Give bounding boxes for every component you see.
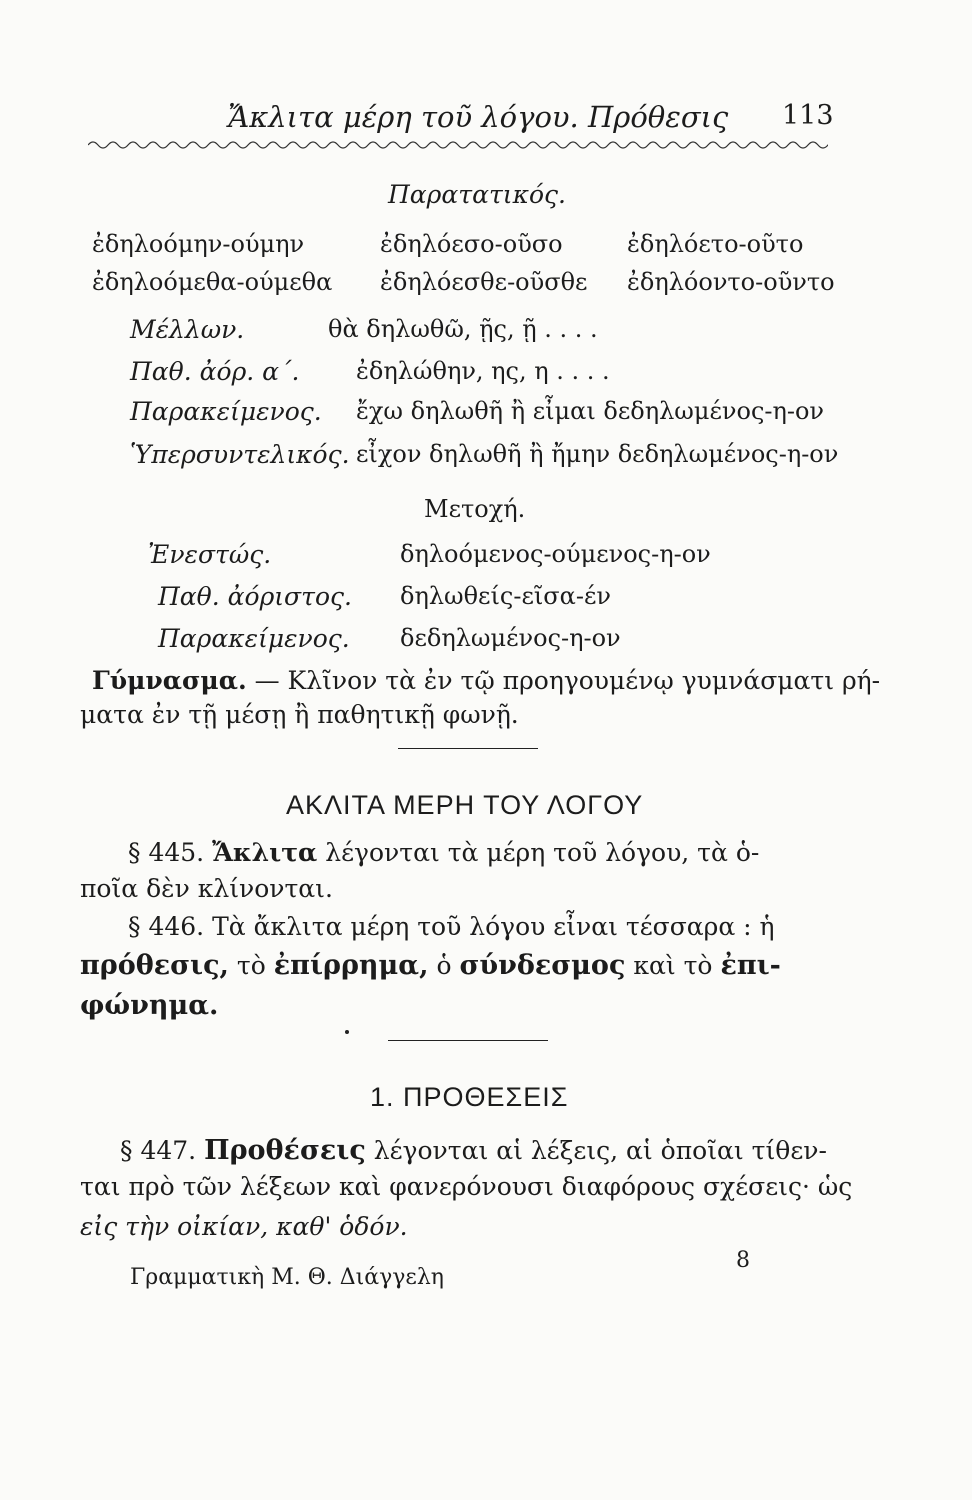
participle-forms: δεδηλωμένος-η-ον [400, 624, 621, 652]
paragraph-text: ποῖα δὲν κλίνονται. [80, 874, 333, 903]
paragraph-text: ται πρὸ τῶν λέξεων καὶ φανερόνουσι διαφόρους σχέσεις· ὡς [80, 1172, 853, 1201]
imperfect-cell: ἐδηλοόμεθα-ούμεθα [92, 268, 333, 296]
paragraph-number: § 445. [128, 838, 205, 867]
paragraph-text: λέγονται αἱ λέξεις, αἱ ὁποῖαι τίθεν- [373, 1136, 827, 1165]
stray-dot [345, 1030, 349, 1034]
exercise-line: ματα ἐν τῇ μέσῃ ἢ παθητικῇ φωνῇ. [80, 700, 519, 729]
paragraph-text: ὁ [436, 951, 452, 980]
paragraph-446 [128, 912, 775, 941]
participle-forms: δηλωθείς-εῖσα-έν [400, 582, 612, 610]
paragraph-text: Τὰ ἄκλιτα μέρη τοῦ λόγου εἶναι τέσσαρα : ἡ [212, 912, 775, 941]
subheading: 1. ΠΡΟΘΕΣΕΙΣ [370, 1082, 569, 1112]
tense-forms: εἶχον δηλωθῆ ἢ ἤμην δεδηλωμένος-η-ον [356, 440, 839, 468]
tense-label: Ὑπερσυντελικός. [130, 440, 350, 469]
imperfect-cell: ἐδηλόεσο-οῦσο [380, 230, 563, 258]
tense-label: Μέλλων. [130, 315, 245, 344]
imperfect-cell: ἐδηλόοντο-οῦντο [627, 268, 835, 296]
paragraph-text: καὶ τὸ [633, 951, 713, 980]
paragraph-text: λέγονται τὰ μέρη τοῦ λόγου, τὰ ὁ- [325, 838, 760, 867]
wavy-rule [88, 138, 828, 152]
paragraph-number: § 447. [120, 1136, 197, 1165]
footer-signature: Γραμματικὴ Μ. Θ. Διάγγελη [130, 1265, 444, 1290]
exercise-line [92, 666, 880, 695]
example-text: εἰς τὴν οἰκίαν, καθ' ὁδόν. [80, 1212, 408, 1241]
term: Ἄκλιτα [212, 838, 318, 867]
tense-forms: θὰ δηλωθῶ, ῇς, ῇ . . . . [328, 315, 598, 343]
imperfect-cell: ἐδηλοόμην-ούμην [92, 230, 305, 258]
term: σύνδεσμος [459, 950, 626, 981]
paragraph-text: τὸ [236, 951, 266, 980]
exercise-text: — Κλῖνον τὰ ἐν τῷ προηγουμένῳ γυμνάσματι ρή- [254, 666, 881, 695]
tense-label: Παθ. ἀόρ. α΄. [130, 357, 300, 386]
sheet-number: 8 [736, 1248, 750, 1273]
participle-label: Ἐνεστώς. [148, 540, 272, 569]
participle-label: Παθ. ἀόριστος. [158, 582, 352, 611]
running-title: Ἄκλιτα μέρη τοῦ λόγου. Πρόθεσις [228, 100, 729, 134]
page-number: 113 [782, 100, 834, 131]
tense-label: Παρακείμενος. [130, 397, 322, 426]
paragraph-447 [120, 1135, 827, 1166]
term: φώνημα. [80, 990, 219, 1021]
imperfect-heading: Παρατατικός. [388, 180, 567, 209]
term: Προθέσεις [204, 1135, 366, 1166]
paragraph-text-line [80, 950, 781, 981]
term: πρόθεσις, [80, 950, 229, 981]
paragraph-number: § 446. [128, 912, 205, 941]
paragraph-445 [128, 838, 759, 867]
divider [388, 1040, 548, 1041]
term: ἐπίρρημα, [273, 950, 429, 981]
tense-forms: ἔχω δηλωθῆ ἢ εἶμαι δεδηλωμένος-η-ον [356, 397, 825, 425]
imperfect-cell: ἐδηλόετο-οῦτο [627, 230, 804, 258]
divider [398, 748, 538, 749]
imperfect-cell: ἐδηλόεσθε-οῦσθε [380, 268, 588, 296]
section-heading: ΑΚΛΙΤΑ ΜΕΡΗ ΤΟΥ ΛΟΓΟΥ [286, 790, 644, 820]
tense-forms: ἐδηλώθην, ης, η . . . . [356, 357, 610, 385]
exercise-label: Γύμνασμα. [92, 666, 247, 695]
participle-heading: Μετοχή. [424, 495, 526, 523]
participle-label: Παρακείμενος. [158, 624, 350, 653]
term: ἐπι- [720, 950, 781, 981]
participle-forms: δηλοόμενος-ούμενος-η-ον [400, 540, 711, 568]
